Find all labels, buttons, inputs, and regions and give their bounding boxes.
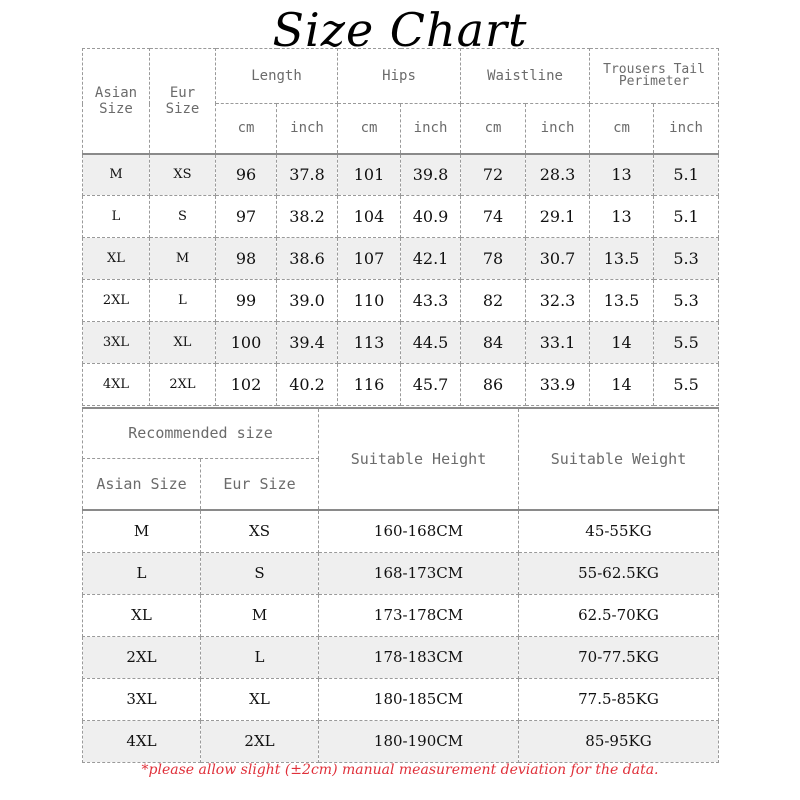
weight-cell: 85-95KG <box>519 720 719 762</box>
header-waistline: Waistline <box>461 49 590 104</box>
tail-inch-cell: 5.1 <box>654 196 719 238</box>
unit-cm: cm <box>461 104 526 154</box>
page-title: Size Chart <box>272 3 528 57</box>
waist-cm-cell: 72 <box>461 154 526 196</box>
waist-cm-cell: 82 <box>461 280 526 322</box>
weight-cell: 55-62.5KG <box>519 552 719 594</box>
hips-cm-cell: 104 <box>338 196 401 238</box>
length-inch-cell: 39.4 <box>277 322 338 364</box>
table-row <box>83 594 719 636</box>
waist-inch-cell: 29.1 <box>526 196 590 238</box>
length-inch-cell: 39.0 <box>277 280 338 322</box>
height-cell: 180-190CM <box>319 720 519 762</box>
hips-cm-cell: 110 <box>338 280 401 322</box>
tail-cm-cell: 14 <box>590 322 654 364</box>
header-trousers-tail-perimeter: Trousers Tail Perimeter <box>590 49 719 104</box>
tail-inch-cell: 5.5 <box>654 364 719 406</box>
eur-size-cell: XS <box>150 154 216 196</box>
hips-inch-cell: 40.9 <box>401 196 461 238</box>
unit-inch: inch <box>401 104 461 154</box>
waist-inch-cell: 32.3 <box>526 280 590 322</box>
waist-cm-cell: 86 <box>461 364 526 406</box>
length-cm-cell: 100 <box>216 322 277 364</box>
header-eur-size: Eur Size <box>150 49 216 154</box>
tail-cm-cell: 14 <box>590 364 654 406</box>
eur-size-cell: M <box>150 238 216 280</box>
eur-size-cell: M <box>201 594 319 636</box>
header-asian-size: Asian Size <box>83 458 201 510</box>
asian-size-cell: 3XL <box>83 678 201 720</box>
tail-inch-cell: 5.1 <box>654 154 719 196</box>
hips-inch-cell: 44.5 <box>401 322 461 364</box>
unit-cm: cm <box>338 104 401 154</box>
asian-size-cell: M <box>83 154 150 196</box>
table-row <box>83 154 719 196</box>
header-recommended-size: Recommended size <box>83 408 319 458</box>
unit-inch: inch <box>277 104 338 154</box>
length-cm-cell: 99 <box>216 280 277 322</box>
waist-cm-cell: 78 <box>461 238 526 280</box>
asian-size-cell: 4XL <box>83 720 201 762</box>
hips-inch-cell: 39.8 <box>401 154 461 196</box>
waist-inch-cell: 28.3 <box>526 154 590 196</box>
weight-cell: 45-55KG <box>519 510 719 552</box>
asian-size-cell: XL <box>83 238 150 280</box>
hips-cm-cell: 116 <box>338 364 401 406</box>
table-row <box>83 280 719 322</box>
hips-inch-cell: 42.1 <box>401 238 461 280</box>
eur-size-cell: L <box>150 280 216 322</box>
eur-size-cell: S <box>150 196 216 238</box>
eur-size-cell: XL <box>150 322 216 364</box>
tail-inch-cell: 5.3 <box>654 280 719 322</box>
tail-inch-cell: 5.3 <box>654 238 719 280</box>
height-cell: 173-178CM <box>319 594 519 636</box>
length-cm-cell: 98 <box>216 238 277 280</box>
asian-size-cell: XL <box>83 594 201 636</box>
header-suitable-weight: Suitable Weight <box>519 408 719 510</box>
table-row <box>83 510 719 552</box>
unit-inch: inch <box>526 104 590 154</box>
length-cm-cell: 96 <box>216 154 277 196</box>
eur-size-cell: XL <box>201 678 319 720</box>
table-row <box>83 678 719 720</box>
asian-size-cell: 4XL <box>83 364 150 406</box>
eur-size-cell: 2XL <box>201 720 319 762</box>
hips-inch-cell: 43.3 <box>401 280 461 322</box>
weight-cell: 62.5-70KG <box>519 594 719 636</box>
asian-size-cell: 2XL <box>83 636 201 678</box>
height-cell: 178-183CM <box>319 636 519 678</box>
waist-inch-cell: 33.9 <box>526 364 590 406</box>
length-inch-cell: 37.8 <box>277 154 338 196</box>
asian-size-cell: L <box>83 196 150 238</box>
table-row <box>83 238 719 280</box>
header-hips: Hips <box>338 49 461 104</box>
measurement-note: *please allow slight (±2cm) manual measurement deviation for the data. <box>141 762 659 778</box>
weight-cell: 70-77.5KG <box>519 636 719 678</box>
eur-size-cell: L <box>201 636 319 678</box>
length-cm-cell: 102 <box>216 364 277 406</box>
table-row <box>83 636 719 678</box>
tail-inch-cell: 5.5 <box>654 322 719 364</box>
waist-cm-cell: 74 <box>461 196 526 238</box>
waist-cm-cell: 84 <box>461 322 526 364</box>
table-row <box>83 364 719 406</box>
height-cell: 160-168CM <box>319 510 519 552</box>
recommended-size-table <box>82 407 719 763</box>
header-eur-size: Eur Size <box>201 458 319 510</box>
length-inch-cell: 38.2 <box>277 196 338 238</box>
hips-cm-cell: 113 <box>338 322 401 364</box>
eur-size-cell: 2XL <box>150 364 216 406</box>
length-inch-cell: 40.2 <box>277 364 338 406</box>
waist-inch-cell: 33.1 <box>526 322 590 364</box>
header-asian-size: Asian Size <box>83 49 150 154</box>
asian-size-cell: M <box>83 510 201 552</box>
unit-cm: cm <box>590 104 654 154</box>
unit-inch: inch <box>654 104 719 154</box>
asian-size-cell: 3XL <box>83 322 150 364</box>
tail-cm-cell: 13.5 <box>590 280 654 322</box>
unit-cm: cm <box>216 104 277 154</box>
tail-cm-cell: 13.5 <box>590 238 654 280</box>
height-cell: 168-173CM <box>319 552 519 594</box>
height-cell: 180-185CM <box>319 678 519 720</box>
asian-size-cell: L <box>83 552 201 594</box>
eur-size-cell: XS <box>201 510 319 552</box>
header-length: Length <box>216 49 338 104</box>
table-row <box>83 720 719 762</box>
measurement-table <box>82 48 719 406</box>
asian-size-cell: 2XL <box>83 280 150 322</box>
tail-cm-cell: 13 <box>590 154 654 196</box>
tail-cm-cell: 13 <box>590 196 654 238</box>
table-row <box>83 552 719 594</box>
length-inch-cell: 38.6 <box>277 238 338 280</box>
weight-cell: 77.5-85KG <box>519 678 719 720</box>
waist-inch-cell: 30.7 <box>526 238 590 280</box>
table-row <box>83 322 719 364</box>
header-suitable-height: Suitable Height <box>319 408 519 510</box>
eur-size-cell: S <box>201 552 319 594</box>
hips-inch-cell: 45.7 <box>401 364 461 406</box>
length-cm-cell: 97 <box>216 196 277 238</box>
table-row <box>83 196 719 238</box>
hips-cm-cell: 107 <box>338 238 401 280</box>
hips-cm-cell: 101 <box>338 154 401 196</box>
